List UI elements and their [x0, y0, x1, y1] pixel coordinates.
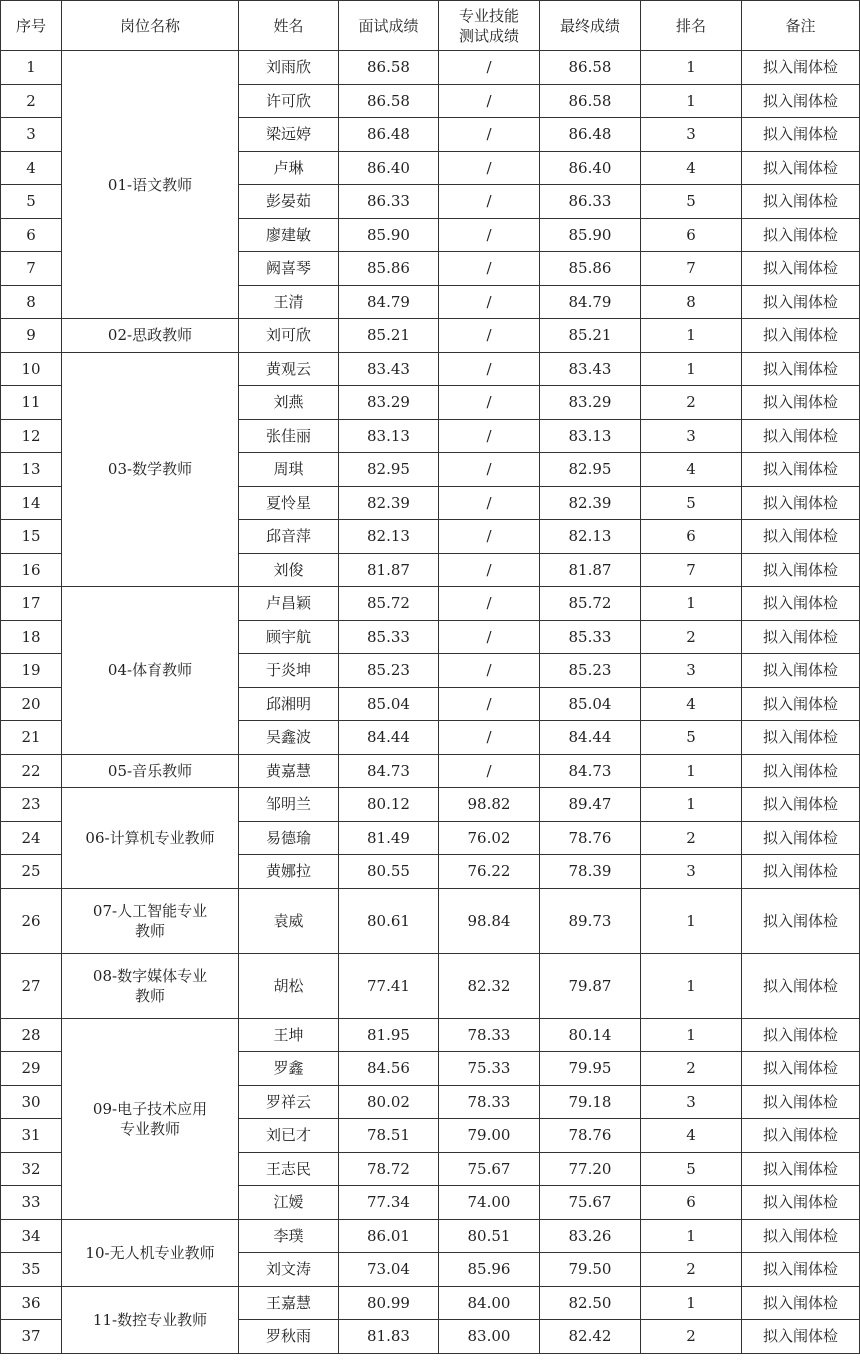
cell-final: 83.26	[540, 1219, 641, 1253]
cell-note: 拟入闱体检	[742, 855, 860, 889]
cell-rank: 2	[641, 386, 742, 420]
cell-no: 33	[1, 1186, 62, 1220]
cell-no: 3	[1, 118, 62, 152]
cell-no: 15	[1, 520, 62, 554]
cell-no: 24	[1, 821, 62, 855]
cell-no: 21	[1, 721, 62, 755]
cell-position: 05-音乐教师	[62, 754, 239, 788]
cell-final: 85.86	[540, 252, 641, 286]
cell-skill: 84.00	[439, 1286, 540, 1320]
cell-final: 82.50	[540, 1286, 641, 1320]
cell-rank: 1	[641, 1219, 742, 1253]
cell-note: 拟入闱体检	[742, 587, 860, 621]
header-final: 最终成绩	[540, 1, 641, 51]
cell-skill: 98.82	[439, 788, 540, 822]
cell-rank: 5	[641, 185, 742, 219]
cell-note: 拟入闱体检	[742, 1119, 860, 1153]
cell-skill: /	[439, 252, 540, 286]
cell-rank: 6	[641, 1186, 742, 1220]
cell-name: 于炎坤	[239, 654, 339, 688]
cell-name: 刘燕	[239, 386, 339, 420]
cell-rank: 3	[641, 1085, 742, 1119]
cell-no: 36	[1, 1286, 62, 1320]
cell-position: 07-人工智能专业 教师	[62, 888, 239, 953]
cell-skill: /	[439, 151, 540, 185]
cell-interview: 82.39	[339, 486, 439, 520]
cell-final: 84.79	[540, 285, 641, 319]
cell-final: 83.29	[540, 386, 641, 420]
cell-final: 78.76	[540, 1119, 641, 1153]
table-row	[1, 888, 860, 953]
cell-rank: 6	[641, 520, 742, 554]
cell-skill: /	[439, 118, 540, 152]
header-no: 序号	[1, 1, 62, 51]
cell-no: 6	[1, 218, 62, 252]
cell-final: 85.23	[540, 654, 641, 688]
cell-name: 江嫒	[239, 1186, 339, 1220]
cell-rank: 1	[641, 888, 742, 953]
cell-interview: 80.02	[339, 1085, 439, 1119]
cell-final: 86.40	[540, 151, 641, 185]
cell-final: 79.95	[540, 1052, 641, 1086]
cell-rank: 5	[641, 486, 742, 520]
cell-name: 邱湘明	[239, 687, 339, 721]
cell-name: 周琪	[239, 453, 339, 487]
cell-note: 拟入闱体检	[742, 687, 860, 721]
cell-note: 拟入闱体检	[742, 118, 860, 152]
cell-note: 拟入闱体检	[742, 84, 860, 118]
table-row	[1, 319, 860, 353]
cell-note: 拟入闱体检	[742, 620, 860, 654]
cell-position: 01-语文教师	[62, 51, 239, 319]
cell-final: 79.50	[540, 1253, 641, 1287]
table-body	[1, 51, 860, 1354]
cell-name: 吴鑫波	[239, 721, 339, 755]
cell-no: 34	[1, 1219, 62, 1253]
cell-interview: 83.43	[339, 352, 439, 386]
cell-position: 04-体育教师	[62, 587, 239, 755]
cell-rank: 1	[641, 587, 742, 621]
cell-name: 邹明兰	[239, 788, 339, 822]
cell-no: 29	[1, 1052, 62, 1086]
cell-note: 拟入闱体检	[742, 821, 860, 855]
header-name: 姓名	[239, 1, 339, 51]
cell-rank: 5	[641, 721, 742, 755]
cell-interview: 80.61	[339, 888, 439, 953]
cell-skill: 78.33	[439, 1018, 540, 1052]
cell-skill: /	[439, 84, 540, 118]
cell-interview: 85.23	[339, 654, 439, 688]
cell-note: 拟入闱体检	[742, 185, 860, 219]
cell-interview: 86.01	[339, 1219, 439, 1253]
cell-interview: 80.55	[339, 855, 439, 889]
table-row	[1, 51, 860, 85]
cell-interview: 81.49	[339, 821, 439, 855]
cell-note: 拟入闱体检	[742, 1219, 860, 1253]
cell-final: 82.42	[540, 1320, 641, 1354]
cell-final: 84.73	[540, 754, 641, 788]
cell-skill: /	[439, 453, 540, 487]
cell-rank: 4	[641, 687, 742, 721]
cell-name: 刘已才	[239, 1119, 339, 1153]
cell-interview: 77.41	[339, 953, 439, 1018]
table-row	[1, 1018, 860, 1052]
cell-final: 81.87	[540, 553, 641, 587]
cell-no: 37	[1, 1320, 62, 1354]
cell-interview: 82.13	[339, 520, 439, 554]
cell-interview: 85.21	[339, 319, 439, 353]
cell-note: 拟入闱体检	[742, 386, 860, 420]
cell-name: 刘文涛	[239, 1253, 339, 1287]
cell-note: 拟入闱体检	[742, 953, 860, 1018]
cell-interview: 83.29	[339, 386, 439, 420]
cell-final: 82.13	[540, 520, 641, 554]
cell-rank: 2	[641, 1320, 742, 1354]
cell-no: 27	[1, 953, 62, 1018]
cell-skill: /	[439, 218, 540, 252]
cell-rank: 1	[641, 352, 742, 386]
cell-final: 80.14	[540, 1018, 641, 1052]
cell-interview: 85.86	[339, 252, 439, 286]
cell-note: 拟入闱体检	[742, 1253, 860, 1287]
cell-no: 32	[1, 1152, 62, 1186]
cell-final: 78.76	[540, 821, 641, 855]
cell-final: 82.95	[540, 453, 641, 487]
cell-skill: 74.00	[439, 1186, 540, 1220]
cell-final: 89.47	[540, 788, 641, 822]
cell-name: 黄娜拉	[239, 855, 339, 889]
cell-position: 03-数学教师	[62, 352, 239, 587]
cell-skill: /	[439, 352, 540, 386]
cell-position: 08-数字媒体专业 教师	[62, 953, 239, 1018]
cell-final: 83.13	[540, 419, 641, 453]
cell-no: 1	[1, 51, 62, 85]
cell-final: 86.33	[540, 185, 641, 219]
cell-final: 86.58	[540, 84, 641, 118]
cell-rank: 8	[641, 285, 742, 319]
header-rank: 排名	[641, 1, 742, 51]
cell-rank: 3	[641, 419, 742, 453]
cell-skill: 76.22	[439, 855, 540, 889]
cell-interview: 81.87	[339, 553, 439, 587]
cell-name: 顾宇航	[239, 620, 339, 654]
cell-name: 袁威	[239, 888, 339, 953]
cell-skill: /	[439, 185, 540, 219]
cell-final: 85.04	[540, 687, 641, 721]
table-row	[1, 754, 860, 788]
cell-rank: 4	[641, 151, 742, 185]
cell-skill: /	[439, 553, 540, 587]
cell-rank: 7	[641, 252, 742, 286]
cell-skill: 79.00	[439, 1119, 540, 1153]
cell-skill: /	[439, 620, 540, 654]
cell-name: 张佳丽	[239, 419, 339, 453]
cell-skill: /	[439, 587, 540, 621]
cell-no: 19	[1, 654, 62, 688]
cell-rank: 5	[641, 1152, 742, 1186]
cell-note: 拟入闱体检	[742, 754, 860, 788]
cell-skill: 78.33	[439, 1085, 540, 1119]
cell-skill: /	[439, 687, 540, 721]
cell-final: 89.73	[540, 888, 641, 953]
cell-skill: 75.67	[439, 1152, 540, 1186]
cell-rank: 2	[641, 620, 742, 654]
cell-rank: 1	[641, 754, 742, 788]
cell-rank: 1	[641, 788, 742, 822]
cell-interview: 85.90	[339, 218, 439, 252]
table-row	[1, 1219, 860, 1253]
cell-final: 77.20	[540, 1152, 641, 1186]
cell-skill: /	[439, 754, 540, 788]
cell-final: 78.39	[540, 855, 641, 889]
cell-interview: 85.33	[339, 620, 439, 654]
cell-no: 28	[1, 1018, 62, 1052]
cell-no: 5	[1, 185, 62, 219]
cell-interview: 82.95	[339, 453, 439, 487]
cell-rank: 7	[641, 553, 742, 587]
cell-name: 廖建敏	[239, 218, 339, 252]
cell-note: 拟入闱体检	[742, 419, 860, 453]
cell-name: 卢昌颖	[239, 587, 339, 621]
cell-interview: 85.72	[339, 587, 439, 621]
cell-final: 85.33	[540, 620, 641, 654]
cell-rank: 3	[641, 118, 742, 152]
cell-interview: 84.44	[339, 721, 439, 755]
cell-name: 罗鑫	[239, 1052, 339, 1086]
cell-name: 夏怜星	[239, 486, 339, 520]
cell-skill: /	[439, 319, 540, 353]
cell-note: 拟入闱体检	[742, 1152, 860, 1186]
cell-note: 拟入闱体检	[742, 1320, 860, 1354]
cell-name: 王清	[239, 285, 339, 319]
cell-skill: 75.33	[439, 1052, 540, 1086]
cell-name: 刘俊	[239, 553, 339, 587]
cell-interview: 84.56	[339, 1052, 439, 1086]
cell-no: 20	[1, 687, 62, 721]
cell-name: 刘可欣	[239, 319, 339, 353]
cell-skill: /	[439, 654, 540, 688]
cell-final: 75.67	[540, 1186, 641, 1220]
cell-note: 拟入闱体检	[742, 721, 860, 755]
cell-no: 16	[1, 553, 62, 587]
cell-rank: 4	[641, 1119, 742, 1153]
cell-interview: 78.51	[339, 1119, 439, 1153]
cell-interview: 77.34	[339, 1186, 439, 1220]
cell-name: 梁远婷	[239, 118, 339, 152]
cell-name: 阙喜琴	[239, 252, 339, 286]
cell-no: 35	[1, 1253, 62, 1287]
cell-interview: 86.40	[339, 151, 439, 185]
cell-no: 11	[1, 386, 62, 420]
cell-no: 7	[1, 252, 62, 286]
cell-interview: 86.58	[339, 51, 439, 85]
cell-name: 罗秋雨	[239, 1320, 339, 1354]
cell-interview: 85.04	[339, 687, 439, 721]
header-note: 备注	[742, 1, 860, 51]
cell-skill: /	[439, 285, 540, 319]
cell-rank: 1	[641, 51, 742, 85]
cell-no: 2	[1, 84, 62, 118]
cell-final: 79.87	[540, 953, 641, 1018]
cell-interview: 78.72	[339, 1152, 439, 1186]
header-row	[1, 1, 860, 51]
cell-name: 黄嘉慧	[239, 754, 339, 788]
cell-no: 22	[1, 754, 62, 788]
cell-interview: 84.79	[339, 285, 439, 319]
cell-no: 30	[1, 1085, 62, 1119]
cell-name: 许可欣	[239, 84, 339, 118]
cell-rank: 2	[641, 1052, 742, 1086]
cell-interview: 81.95	[339, 1018, 439, 1052]
cell-name: 胡松	[239, 953, 339, 1018]
cell-no: 18	[1, 620, 62, 654]
cell-final: 82.39	[540, 486, 641, 520]
cell-name: 王坤	[239, 1018, 339, 1052]
cell-no: 14	[1, 486, 62, 520]
cell-position: 11-数控专业教师	[62, 1286, 239, 1353]
cell-note: 拟入闱体检	[742, 1286, 860, 1320]
cell-final: 79.18	[540, 1085, 641, 1119]
cell-name: 王志民	[239, 1152, 339, 1186]
cell-no: 10	[1, 352, 62, 386]
cell-interview: 86.48	[339, 118, 439, 152]
cell-note: 拟入闱体检	[742, 285, 860, 319]
cell-skill: 76.02	[439, 821, 540, 855]
cell-note: 拟入闱体检	[742, 788, 860, 822]
table-row	[1, 788, 860, 822]
cell-note: 拟入闱体检	[742, 151, 860, 185]
cell-final: 86.58	[540, 51, 641, 85]
cell-position: 06-计算机专业教师	[62, 788, 239, 889]
cell-name: 邱音萍	[239, 520, 339, 554]
cell-note: 拟入闱体检	[742, 1018, 860, 1052]
cell-name: 刘雨欣	[239, 51, 339, 85]
cell-final: 85.21	[540, 319, 641, 353]
cell-no: 9	[1, 319, 62, 353]
header-skill: 专业技能 测试成绩	[439, 1, 540, 51]
cell-rank: 2	[641, 821, 742, 855]
cell-skill: 82.32	[439, 953, 540, 1018]
cell-note: 拟入闱体检	[742, 1186, 860, 1220]
cell-note: 拟入闱体检	[742, 51, 860, 85]
cell-interview: 84.73	[339, 754, 439, 788]
cell-skill: /	[439, 51, 540, 85]
cell-rank: 3	[641, 654, 742, 688]
cell-rank: 1	[641, 319, 742, 353]
cell-name: 彭晏茹	[239, 185, 339, 219]
cell-skill: 83.00	[439, 1320, 540, 1354]
table-row	[1, 587, 860, 621]
cell-note: 拟入闱体检	[742, 453, 860, 487]
cell-name: 易德瑜	[239, 821, 339, 855]
cell-note: 拟入闱体检	[742, 352, 860, 386]
cell-note: 拟入闱体检	[742, 486, 860, 520]
cell-no: 31	[1, 1119, 62, 1153]
cell-position: 09-电子技术应用 专业教师	[62, 1018, 239, 1219]
cell-final: 84.44	[540, 721, 641, 755]
cell-rank: 1	[641, 1018, 742, 1052]
cell-final: 83.43	[540, 352, 641, 386]
cell-name: 黄观云	[239, 352, 339, 386]
cell-skill: /	[439, 419, 540, 453]
cell-name: 李璞	[239, 1219, 339, 1253]
cell-note: 拟入闱体检	[742, 218, 860, 252]
table-row	[1, 352, 860, 386]
cell-note: 拟入闱体检	[742, 252, 860, 286]
cell-final: 85.72	[540, 587, 641, 621]
cell-name: 王嘉慧	[239, 1286, 339, 1320]
cell-no: 17	[1, 587, 62, 621]
cell-interview: 86.58	[339, 84, 439, 118]
cell-no: 26	[1, 888, 62, 953]
cell-skill: 80.51	[439, 1219, 540, 1253]
cell-no: 25	[1, 855, 62, 889]
cell-note: 拟入闱体检	[742, 654, 860, 688]
cell-position: 02-思政教师	[62, 319, 239, 353]
table-row	[1, 1286, 860, 1320]
cell-no: 23	[1, 788, 62, 822]
cell-rank: 6	[641, 218, 742, 252]
cell-interview: 73.04	[339, 1253, 439, 1287]
cell-rank: 2	[641, 1253, 742, 1287]
cell-no: 12	[1, 419, 62, 453]
cell-position: 10-无人机专业教师	[62, 1219, 239, 1286]
cell-final: 86.48	[540, 118, 641, 152]
cell-note: 拟入闱体检	[742, 319, 860, 353]
cell-no: 13	[1, 453, 62, 487]
cell-name: 罗祥云	[239, 1085, 339, 1119]
cell-skill: /	[439, 520, 540, 554]
cell-rank: 1	[641, 84, 742, 118]
header-position: 岗位名称	[62, 1, 239, 51]
cell-no: 4	[1, 151, 62, 185]
cell-skill: /	[439, 486, 540, 520]
table-row	[1, 953, 860, 1018]
cell-interview: 80.99	[339, 1286, 439, 1320]
cell-interview: 86.33	[339, 185, 439, 219]
cell-note: 拟入闱体检	[742, 520, 860, 554]
cell-final: 85.90	[540, 218, 641, 252]
cell-rank: 4	[641, 453, 742, 487]
cell-rank: 3	[641, 855, 742, 889]
cell-name: 卢琳	[239, 151, 339, 185]
cell-rank: 1	[641, 1286, 742, 1320]
cell-note: 拟入闱体检	[742, 553, 860, 587]
cell-interview: 81.83	[339, 1320, 439, 1354]
cell-interview: 80.12	[339, 788, 439, 822]
cell-skill: 85.96	[439, 1253, 540, 1287]
cell-rank: 1	[641, 953, 742, 1018]
cell-note: 拟入闱体检	[742, 1052, 860, 1086]
cell-note: 拟入闱体检	[742, 888, 860, 953]
cell-no: 8	[1, 285, 62, 319]
header-interview: 面试成绩	[339, 1, 439, 51]
cell-skill: /	[439, 721, 540, 755]
cell-interview: 83.13	[339, 419, 439, 453]
cell-skill: 98.84	[439, 888, 540, 953]
cell-skill: /	[439, 386, 540, 420]
cell-note: 拟入闱体检	[742, 1085, 860, 1119]
